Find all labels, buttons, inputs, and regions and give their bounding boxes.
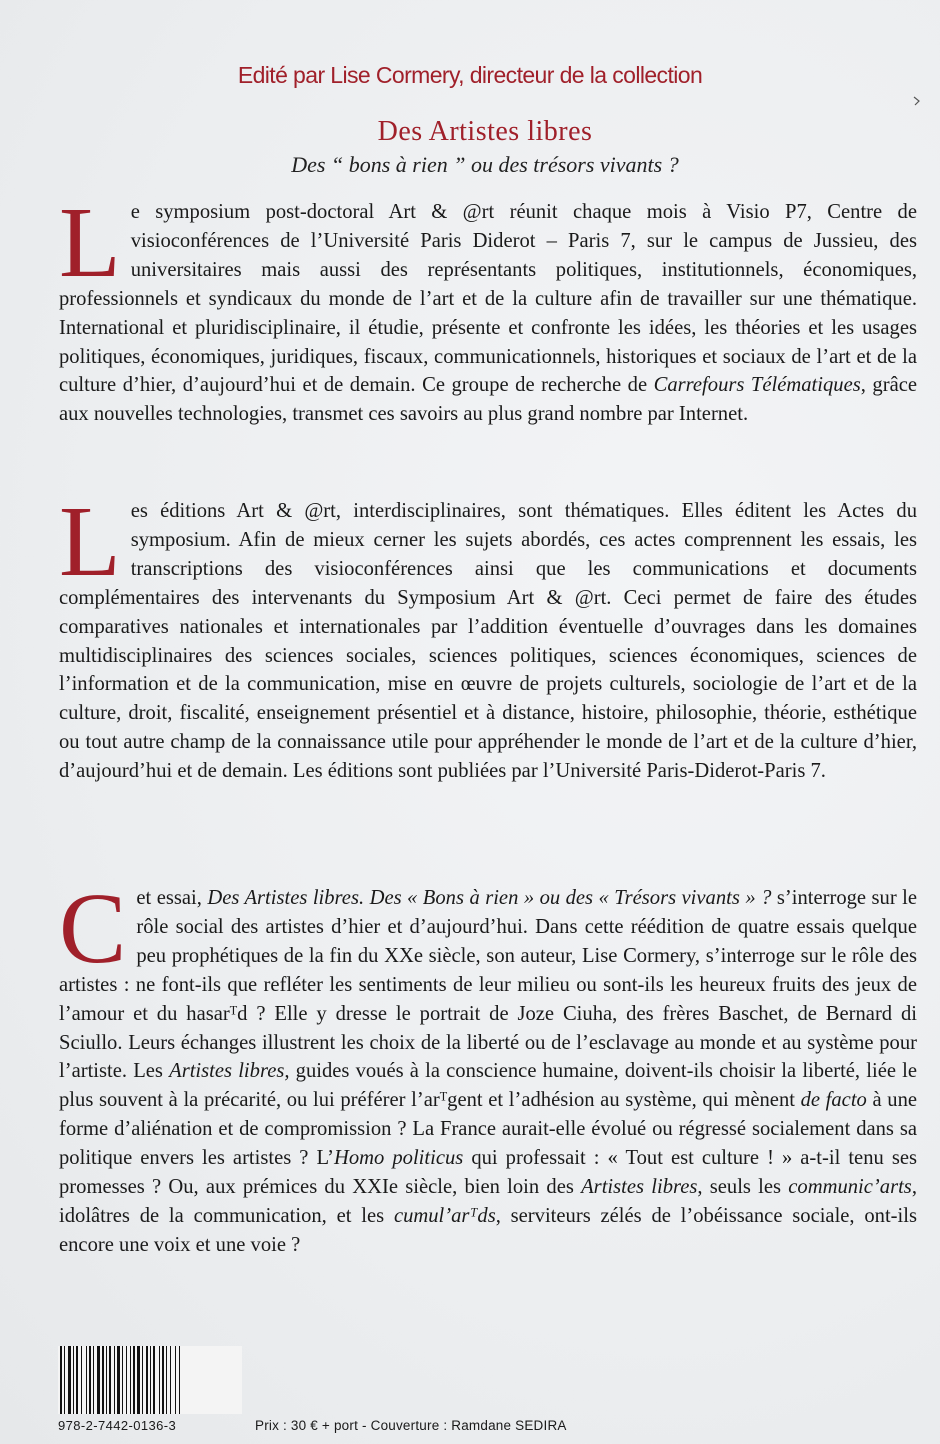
italic-text: Carrefours Télématiques [653,374,861,397]
paragraph-text: , grâce aux nouvelles technologies, transmet ces savoirs au plus grand nombre par Internet. [59,374,917,426]
paragraph-text: et essai, [136,887,208,909]
drop-cap: L [59,186,121,298]
editor-credit: Edité par Lise Cormery, directeur de la collection [237,62,703,88]
paragraph-essay [59,872,918,1260]
isbn-number: 978-2-7442-0136-3 [58,1418,177,1433]
price-line: Prix : 30 € + port - Couverture : Ramdane SEDIRA [255,1418,567,1433]
book-subtitle: Des “ bons à rien ” ou des trésors vivants ? [291,152,679,177]
paragraph-symposium [59,186,917,429]
corner-mark-icon [913,96,920,106]
book-title: Des Artistes libres [377,116,593,147]
paragraph-text: à une forme d’aliénation et de compromission ? La France aurait-elle évolué ou régressé socialement dans sa politique envers les artistes ? L’ [59,1089,918,1170]
italic-text: cumul’arᵀds [393,1204,496,1227]
italic-text: Artistes libres [581,1176,698,1199]
paragraph-text: e symposium post-doctoral Art & @rt réunit chaque mois à Visio P7, Centre de visioconférences de l’Université Paris Diderot – Paris 7, sur le campus de Jussieu, des universitaires mais aussi des représentants politiques, institutionnels, économiques, professionnels et syndicaux du monde de l’art et de la culture afin de travailler sur une thématique. International et pluridisciplinaire, il étudie, présente et confronte les idées, les théories et les usages politiques, économiques, juridiques, fiscaux, communicationnels, historiques et sociaux de l’art et de la culture d’hier, d’aujourd’hui et de demain. Ce groupe de recherche de [59,201,917,397]
paragraph-text: , serviteurs zélés de l’obéissance sociale, ont-ils encore une voix et une voie ? [59,1204,917,1256]
italic-text: de facto [800,1089,867,1112]
drop-cap: C [59,872,127,984]
italic-text: communic’arts [788,1176,912,1199]
paragraph-editions [59,485,917,786]
italic-text: Artistes libres, [169,1060,290,1083]
paragraph-text: qui professait : « Tout est culture ! » a-t-il tenu ses promesses ? Ou, aux prémices du XXIe siècle, bien loin des [59,1147,917,1199]
paragraph-text: , idolâtres de la communication, et les [59,1176,917,1227]
drop-cap: L [59,485,121,597]
paragraph-text: s’interroge sur le rôle social des artistes d’hier et d’aujourd’hui. Dans cette réédition de quatre essais quelque peu prophétiques de la fin du XXe siècle, son auteur, Lise Cormery, s’interroge sur le rôle des artistes : ne font-ils que refléter les sentiments de leur milieu ou sont-ils les heureux fruits des jeux de l’amour et du hasarᵀd ? Elle y dresse le portrait de Joze Ciuha, des frères Baschet, de Bernard di Sciullo. Leurs échanges illustrent les choix de la liberté ou de l’esclavage au monde et au système pour l’artiste. Les [59,887,917,1083]
paragraph-text: , seuls les [697,1176,789,1199]
paragraph-text: es éditions Art & @rt, interdisciplinaires, sont thématiques. Elles éditent les Actes du symposium. Afin de mieux cerner les sujets abordés, ces actes comprennent les essais, les transcriptions des visioconférences ainsi que les communications et documents complémentaires des intervenants du Symposium Art & @rt. Ceci permet de faire des études comparatives nationales et internationales par l’addition éventuelle d’ouvrages dans les domaines multidisciplinaires des sciences sociales, sciences politiques, sciences économiques, sciences de l’information et de la communication, mise en œuvre de projets culturels, sociologie de l’art et de la culture, droit, fiscalité, enseignement présentiel et à distance, histoire, philosophie, théorie, esthétique ou tout autre champ de la connaissance utile pour appréhender le monde de l’art et de la culture d’hier, d’aujourd’hui et de demain. Les éditions sont publiées par l’Université Paris-Diderot-Paris 7. [59,500,917,783]
paragraph-text: guides voués à la conscience humaine, doivent-ils choisir la liberté, liée le plus souvent à la précarité, ou lui préférer l’arᵀgent et l’adhésion au système, qui mènent [59,1060,917,1112]
italic-text: Homo politicus [334,1147,464,1170]
barcode-icon [58,1346,242,1414]
italic-text: Des Artistes libres. Des « Bons à rien » ou des « Trésors vivants » ? [207,887,772,909]
